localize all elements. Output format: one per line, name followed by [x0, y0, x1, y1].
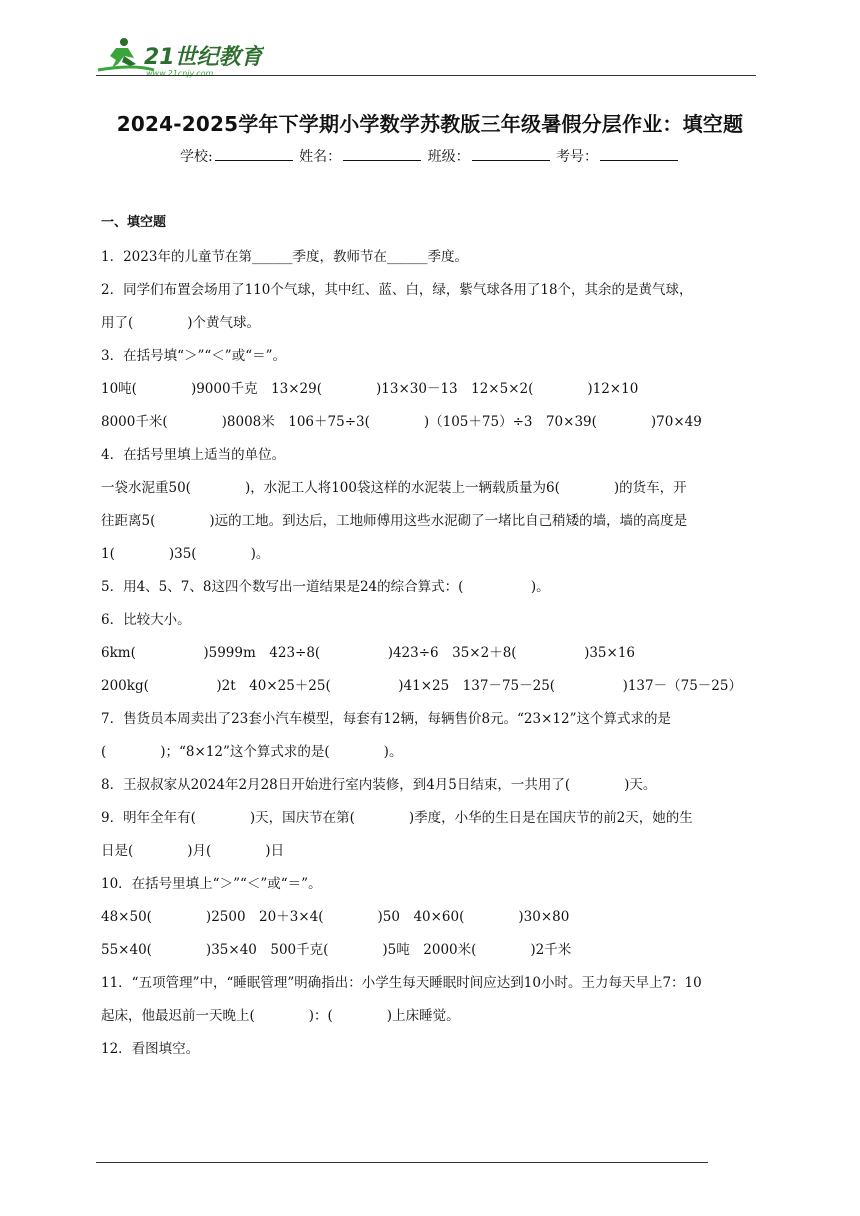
name-blank	[343, 159, 421, 161]
question-line: ( )；“8×12”这个算式求的是( )。	[101, 744, 403, 760]
question-line: 200kg( )2t 40×25＋25( )41×25 137－75－25( )137－（75－25）	[101, 678, 742, 694]
runner-logo-icon	[94, 34, 264, 80]
logo-text: 21世纪教育	[144, 45, 263, 70]
question-line: 6km( )5999m 423÷8( )423÷6 35×2＋8( )35×16	[101, 645, 636, 661]
header-divider	[96, 75, 756, 76]
name-label: 姓名：	[299, 149, 342, 165]
question-line: 7．售货员本周卖出了23套小汽车模型，每套有12辆，每辆售价8元。“23×12”这个算式求的是	[101, 711, 672, 727]
question-content	[101, 213, 761, 1066]
question-line: 5．用4、5、7、8这四个数写出一道结果是24的综合算式：( )。	[101, 579, 550, 595]
brand-logo	[94, 34, 264, 80]
exam-no-blank	[600, 159, 678, 161]
logo-url: www.21cnjy.com	[146, 69, 214, 78]
question-line: 10．在括号里填上“＞”“＜”或“＝”。	[101, 876, 322, 892]
page-title: 2024-2025学年下学期小学数学苏教版三年级暑假分层作业：填空题	[116, 112, 744, 136]
section-title: 一、填空题	[101, 215, 167, 230]
class-blank	[472, 159, 550, 161]
question-line: 用了( )个黄气球。	[101, 315, 261, 331]
question-line: 48×50( )2500 20＋3×4( )50 40×60( )30×80	[101, 909, 570, 925]
question-line: 4．在括号里填上适当的单位。	[101, 447, 286, 463]
question-line: 一袋水泥重50( )，水泥工人将100袋这样的水泥装上一辆载质量为6( )的货车，开	[101, 480, 687, 496]
question-line: 日是( )月( )日	[101, 843, 285, 859]
question-line: 1( )35( )。	[101, 546, 270, 562]
question-line: 8000千米( )8008米 106＋75÷3( )（105＋75）÷3 70×39( )70×49	[101, 414, 702, 430]
question-line: 55×40( )35×40 500千克( )5吨 2000米( )2千米	[101, 942, 572, 958]
question-line: 12．看图填空。	[101, 1041, 200, 1057]
question-line: 2．同学们布置会场用了110个气球，其中红、蓝、白，绿，紫气球各用了18个，其余的是黄气球，	[101, 282, 693, 298]
class-label: 班级：	[427, 149, 470, 165]
question-line: 起床，他最迟前一天晚上( )：( )上床睡觉。	[101, 1008, 460, 1024]
question-line: 往距离5( )远的工地。到达后，工地师傅用这些水泥砌了一堵比自己稍矮的墙，墙的高度是	[101, 513, 688, 529]
question-line: 9．明年全年有( )天，国庆节在第( )季度，小华的生日是在国庆节的前2天，她的生	[101, 810, 693, 826]
question-line: 11．“五项管理”中，“睡眠管理”明确指出：小学生每天睡眠时间应达到10小时。王力每天早上7：10	[101, 975, 702, 991]
question-lines	[101, 241, 761, 1066]
question-line: 3．在括号填“＞”“＜”或“＝”。	[101, 348, 286, 364]
question-line: 1．2023年的儿童节在第______季度，教师节在______季度。	[101, 249, 468, 265]
exam-no-label: 考号：	[556, 149, 599, 165]
question-line: 6．比较大小。	[101, 612, 191, 628]
student-info-row	[0, 146, 860, 166]
question-line: 10吨( )9000千克 13×29( )13×30－13 12×5×2( )12×10	[101, 381, 639, 397]
footer-divider	[96, 1162, 708, 1163]
school-blank	[215, 159, 293, 161]
school-label: 学校:	[179, 149, 213, 165]
question-line: 8．王叔叔家从2024年2月28日开始进行室内装修，到4月5日结束，一共用了( )天。	[101, 777, 657, 793]
